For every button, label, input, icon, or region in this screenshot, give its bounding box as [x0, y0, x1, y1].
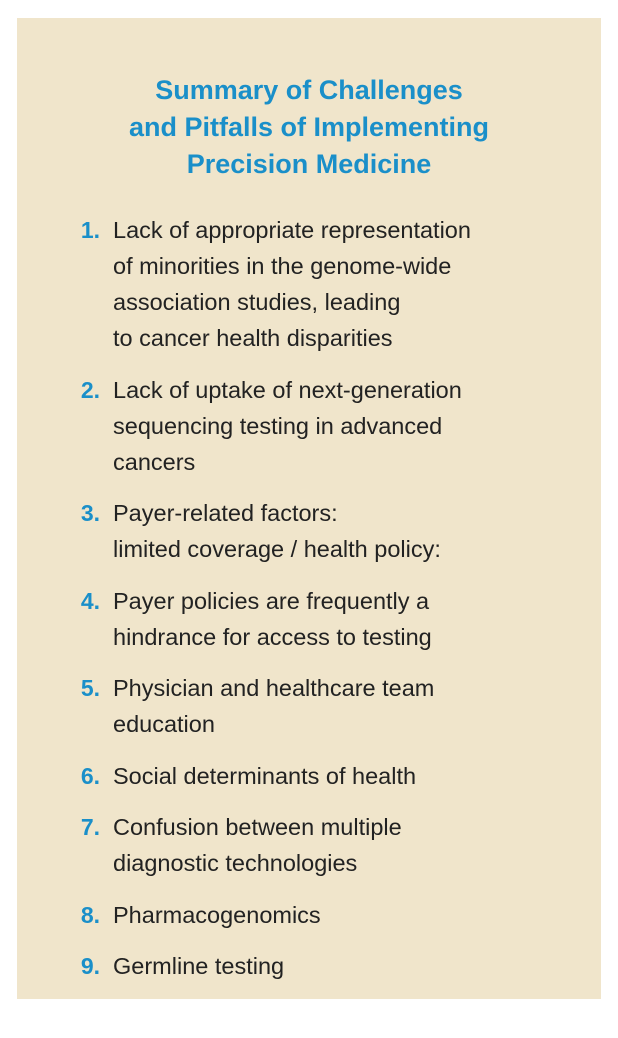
item-text-line: association studies, leading	[113, 289, 401, 315]
item-text-line: hindrance for access to testing	[113, 623, 432, 650]
item-number: 3.	[80, 500, 100, 526]
item-number: 5.	[80, 675, 100, 701]
item-text-line: Lack of appropriate representation	[113, 217, 471, 243]
item-text-line: Physician and healthcare team	[113, 675, 435, 701]
item-text-line: Lack of uptake of next-generation	[113, 376, 462, 403]
item-text-line: Payer-related factors:	[113, 500, 338, 526]
list-item-8	[71, 897, 591, 933]
item-text-line: of minorities in the genome-wide	[113, 253, 452, 279]
item-text-line: Payer policies are frequently a	[113, 587, 430, 614]
item-text-line: diagnostic technologies	[113, 850, 358, 876]
item-number: 2.	[80, 376, 100, 403]
item-text	[113, 372, 591, 480]
item-text-line: cancers	[113, 448, 196, 475]
item-text	[113, 809, 591, 881]
list-item-5	[71, 670, 591, 742]
item-text	[113, 583, 591, 655]
title-line-3: Precision Medicine	[186, 149, 432, 179]
item-number: 7.	[80, 814, 100, 840]
list-item-9	[71, 948, 591, 984]
item-text	[113, 758, 591, 794]
list-item-7	[71, 809, 591, 881]
item-number: 9.	[80, 953, 100, 979]
item-text	[113, 670, 591, 742]
item-text-line: Germline testing	[113, 953, 285, 979]
item-text	[113, 897, 591, 933]
item-text-line: sequencing testing in advanced	[113, 412, 443, 439]
title-line-1: Summary of Challenges	[155, 75, 463, 105]
list-item-6	[71, 758, 591, 794]
list-item-3	[71, 495, 591, 567]
panel-title	[17, 72, 601, 183]
item-number: 4.	[80, 587, 100, 614]
challenges-list	[71, 212, 591, 1000]
summary-panel	[17, 18, 601, 999]
item-number: 8.	[80, 901, 100, 928]
item-text-line: to cancer health disparities	[113, 325, 393, 351]
item-text-line: Social determinants of health	[113, 762, 417, 789]
title-line-2: and Pitfalls of Implementing	[128, 112, 490, 142]
list-item-1	[71, 212, 591, 356]
item-text-line: education	[113, 711, 215, 737]
item-text-line: limited coverage / health policy:	[113, 536, 441, 562]
item-number: 6.	[80, 762, 100, 789]
list-item-4	[71, 583, 591, 655]
item-text-line: Confusion between multiple	[113, 814, 402, 840]
item-text	[113, 948, 591, 984]
item-number: 1.	[80, 217, 100, 243]
item-text	[113, 212, 591, 356]
item-text	[113, 495, 591, 567]
list-item-2	[71, 372, 591, 480]
item-text-line: Pharmacogenomics	[113, 901, 321, 928]
